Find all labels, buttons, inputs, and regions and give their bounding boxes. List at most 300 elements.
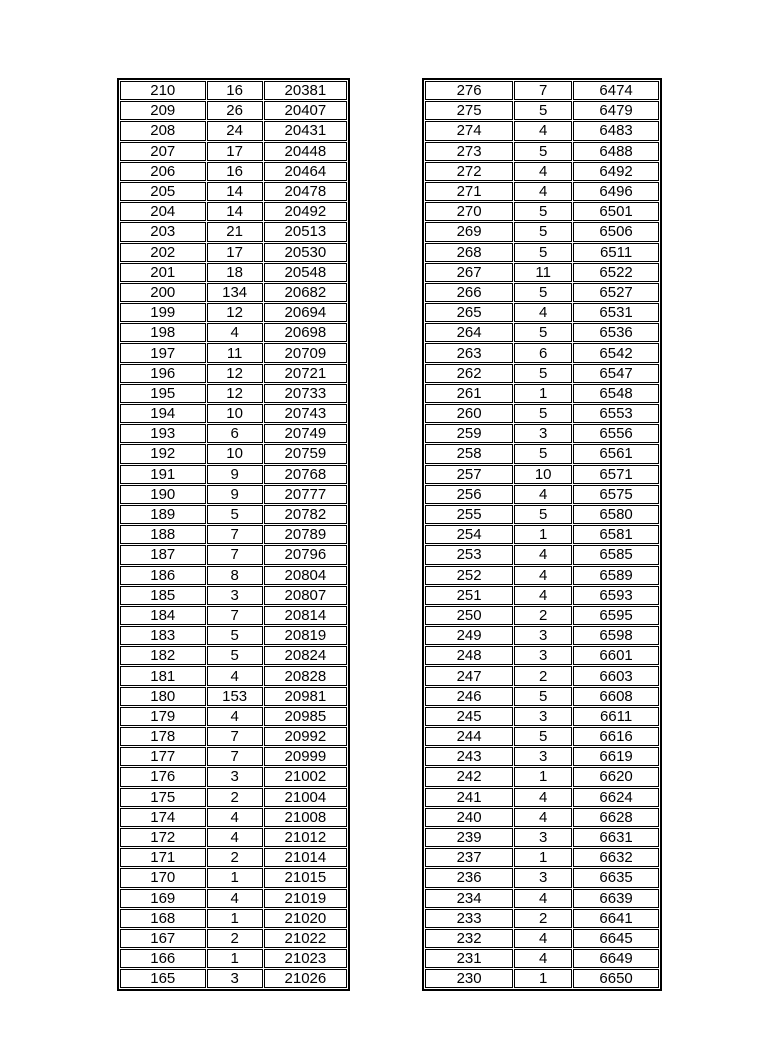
score-cell: 204 (120, 202, 206, 221)
count-cell: 3 (514, 868, 572, 887)
table-row (425, 243, 659, 262)
cumulative-count-cell: 21004 (264, 788, 347, 807)
count-cell: 3 (514, 707, 572, 726)
table-row (120, 606, 347, 625)
score-cell: 233 (425, 909, 513, 928)
cumulative-count-cell: 6611 (573, 707, 659, 726)
count-cell: 6 (207, 424, 263, 443)
count-cell: 4 (207, 707, 263, 726)
cumulative-count-cell: 20492 (264, 202, 347, 221)
count-cell: 4 (514, 303, 572, 322)
count-cell: 5 (514, 222, 572, 241)
count-cell: 10 (207, 444, 263, 463)
table-row (120, 243, 347, 262)
table-row (425, 929, 659, 948)
score-cell: 181 (120, 666, 206, 685)
count-cell: 2 (514, 606, 572, 625)
table-row (120, 162, 347, 181)
score-cell: 275 (425, 101, 513, 120)
table-row (425, 444, 659, 463)
count-cell: 4 (207, 889, 263, 908)
score-cell: 183 (120, 626, 206, 645)
count-cell: 3 (207, 586, 263, 605)
table-row (120, 767, 347, 786)
cumulative-count-cell: 6589 (573, 566, 659, 585)
count-cell: 7 (207, 545, 263, 564)
table-row (120, 222, 347, 241)
table-row (120, 384, 347, 403)
count-cell: 4 (514, 949, 572, 968)
cumulative-count-cell: 20478 (264, 182, 347, 201)
cumulative-count-cell: 6501 (573, 202, 659, 221)
cumulative-count-cell: 6581 (573, 525, 659, 544)
count-cell: 18 (207, 263, 263, 282)
table-row (425, 142, 659, 161)
cumulative-count-cell: 6641 (573, 909, 659, 928)
cumulative-count-cell: 20807 (264, 586, 347, 605)
count-cell: 3 (207, 767, 263, 786)
table-row (120, 81, 347, 100)
score-cell: 187 (120, 545, 206, 564)
table-row (120, 303, 347, 322)
count-cell: 7 (207, 525, 263, 544)
count-cell: 10 (207, 404, 263, 423)
score-cell: 266 (425, 283, 513, 302)
score-cell: 192 (120, 444, 206, 463)
count-cell: 5 (514, 142, 572, 161)
cumulative-count-cell: 6628 (573, 808, 659, 827)
score-cell: 171 (120, 848, 206, 867)
count-cell: 17 (207, 142, 263, 161)
count-cell: 5 (514, 364, 572, 383)
table-row (120, 707, 347, 726)
score-cell: 197 (120, 343, 206, 362)
cumulative-count-cell: 6474 (573, 81, 659, 100)
count-cell: 5 (514, 323, 572, 342)
count-cell: 12 (207, 384, 263, 403)
score-cell: 201 (120, 263, 206, 282)
count-cell: 5 (207, 505, 263, 524)
table-row (425, 101, 659, 120)
table-row (425, 121, 659, 140)
count-cell: 11 (207, 343, 263, 362)
count-cell: 5 (207, 646, 263, 665)
cumulative-count-cell: 6479 (573, 101, 659, 120)
cumulative-count-cell: 6548 (573, 384, 659, 403)
table-row (120, 424, 347, 443)
score-cell: 231 (425, 949, 513, 968)
count-cell: 5 (514, 687, 572, 706)
score-cell: 244 (425, 727, 513, 746)
table-row (425, 707, 659, 726)
score-cell: 242 (425, 767, 513, 786)
cumulative-count-cell: 20698 (264, 323, 347, 342)
cumulative-count-cell: 6511 (573, 243, 659, 262)
count-cell: 4 (514, 182, 572, 201)
cumulative-count-cell: 6580 (573, 505, 659, 524)
table-row (425, 767, 659, 786)
score-table-right-body (425, 81, 659, 988)
table-row (425, 81, 659, 100)
cumulative-count-cell: 20999 (264, 747, 347, 766)
table-row (120, 465, 347, 484)
cumulative-count-cell: 6531 (573, 303, 659, 322)
score-cell: 257 (425, 465, 513, 484)
score-cell: 274 (425, 121, 513, 140)
cumulative-count-cell: 6585 (573, 545, 659, 564)
count-cell: 1 (514, 525, 572, 544)
cumulative-count-cell: 6598 (573, 626, 659, 645)
score-cell: 179 (120, 707, 206, 726)
count-cell: 21 (207, 222, 263, 241)
score-cell: 184 (120, 606, 206, 625)
count-cell: 17 (207, 243, 263, 262)
table-row (120, 646, 347, 665)
score-cell: 196 (120, 364, 206, 383)
count-cell: 12 (207, 364, 263, 383)
table-row (120, 889, 347, 908)
table-row (120, 505, 347, 524)
table-row (120, 747, 347, 766)
cumulative-count-cell: 20682 (264, 283, 347, 302)
score-cell: 178 (120, 727, 206, 746)
score-cell: 206 (120, 162, 206, 181)
count-cell: 1 (207, 868, 263, 887)
count-cell: 6 (514, 343, 572, 362)
count-cell: 4 (207, 808, 263, 827)
score-table-right (422, 78, 662, 991)
count-cell: 2 (514, 909, 572, 928)
score-cell: 271 (425, 182, 513, 201)
score-cell: 180 (120, 687, 206, 706)
score-cell: 189 (120, 505, 206, 524)
count-cell: 5 (514, 283, 572, 302)
table-row (425, 404, 659, 423)
table-row (425, 626, 659, 645)
count-cell: 2 (207, 848, 263, 867)
table-row (120, 323, 347, 342)
cumulative-count-cell: 6624 (573, 788, 659, 807)
score-cell: 269 (425, 222, 513, 241)
score-cell: 272 (425, 162, 513, 181)
score-cell: 250 (425, 606, 513, 625)
count-cell: 16 (207, 81, 263, 100)
cumulative-count-cell: 20819 (264, 626, 347, 645)
score-cell: 245 (425, 707, 513, 726)
score-cell: 236 (425, 868, 513, 887)
count-cell: 4 (514, 929, 572, 948)
score-cell: 186 (120, 566, 206, 585)
cumulative-count-cell: 6620 (573, 767, 659, 786)
table-row (425, 949, 659, 968)
cumulative-count-cell: 20824 (264, 646, 347, 665)
cumulative-count-cell: 20828 (264, 666, 347, 685)
table-row (425, 848, 659, 867)
score-cell: 276 (425, 81, 513, 100)
score-cell: 168 (120, 909, 206, 928)
cumulative-count-cell: 20782 (264, 505, 347, 524)
table-row (120, 828, 347, 847)
table-row (425, 202, 659, 221)
cumulative-count-cell: 6649 (573, 949, 659, 968)
table-row (120, 343, 347, 362)
count-cell: 2 (207, 929, 263, 948)
score-cell: 273 (425, 142, 513, 161)
cumulative-count-cell: 6639 (573, 889, 659, 908)
score-cell: 262 (425, 364, 513, 383)
count-cell: 5 (514, 727, 572, 746)
table-row (425, 505, 659, 524)
count-cell: 4 (514, 485, 572, 504)
score-cell: 200 (120, 283, 206, 302)
cumulative-count-cell: 20981 (264, 687, 347, 706)
cumulative-count-cell: 6595 (573, 606, 659, 625)
count-cell: 16 (207, 162, 263, 181)
score-cell: 195 (120, 384, 206, 403)
table-row (425, 182, 659, 201)
count-cell: 4 (207, 323, 263, 342)
cumulative-count-cell: 6608 (573, 687, 659, 706)
cumulative-count-cell: 20431 (264, 121, 347, 140)
table-row (120, 263, 347, 282)
table-row (120, 545, 347, 564)
count-cell: 9 (207, 465, 263, 484)
table-row (425, 222, 659, 241)
table-row (120, 283, 347, 302)
score-cell: 268 (425, 243, 513, 262)
cumulative-count-cell: 20814 (264, 606, 347, 625)
cumulative-count-cell: 6553 (573, 404, 659, 423)
count-cell: 1 (514, 969, 572, 988)
cumulative-count-cell: 6506 (573, 222, 659, 241)
count-cell: 5 (514, 404, 572, 423)
table-row (120, 929, 347, 948)
cumulative-count-cell: 6561 (573, 444, 659, 463)
score-cell: 174 (120, 808, 206, 827)
cumulative-count-cell: 21019 (264, 889, 347, 908)
table-row (120, 727, 347, 746)
score-cell: 260 (425, 404, 513, 423)
count-cell: 4 (514, 566, 572, 585)
score-cell: 230 (425, 969, 513, 988)
table-row (425, 263, 659, 282)
cumulative-count-cell: 20694 (264, 303, 347, 322)
table-row (425, 788, 659, 807)
table-row (425, 828, 659, 847)
table-row (120, 566, 347, 585)
score-cell: 248 (425, 646, 513, 665)
cumulative-count-cell: 21012 (264, 828, 347, 847)
table-row (120, 969, 347, 988)
count-cell: 5 (514, 243, 572, 262)
score-cell: 207 (120, 142, 206, 161)
score-cell: 259 (425, 424, 513, 443)
score-cell: 176 (120, 767, 206, 786)
score-cell: 241 (425, 788, 513, 807)
cumulative-count-cell: 6632 (573, 848, 659, 867)
cumulative-count-cell: 20749 (264, 424, 347, 443)
cumulative-count-cell: 6527 (573, 283, 659, 302)
cumulative-count-cell: 21022 (264, 929, 347, 948)
cumulative-count-cell: 6542 (573, 343, 659, 362)
cumulative-count-cell: 20709 (264, 343, 347, 362)
table-row (120, 949, 347, 968)
score-cell: 267 (425, 263, 513, 282)
table-row (425, 808, 659, 827)
cumulative-count-cell: 20804 (264, 566, 347, 585)
cumulative-count-cell: 20513 (264, 222, 347, 241)
table-row (120, 404, 347, 423)
table-row (120, 485, 347, 504)
count-cell: 3 (514, 747, 572, 766)
score-table-left (117, 78, 350, 991)
count-cell: 4 (514, 545, 572, 564)
score-cell: 167 (120, 929, 206, 948)
count-cell: 24 (207, 121, 263, 140)
score-cell: 175 (120, 788, 206, 807)
count-cell: 4 (514, 788, 572, 807)
table-row (425, 384, 659, 403)
table-row (120, 121, 347, 140)
cumulative-count-cell: 21026 (264, 969, 347, 988)
cumulative-count-cell: 20721 (264, 364, 347, 383)
count-cell: 26 (207, 101, 263, 120)
score-table-left-body (120, 81, 347, 988)
score-cell: 263 (425, 343, 513, 362)
score-cell: 246 (425, 687, 513, 706)
table-row (425, 666, 659, 685)
count-cell: 7 (514, 81, 572, 100)
score-cell: 253 (425, 545, 513, 564)
count-cell: 4 (514, 162, 572, 181)
cumulative-count-cell: 6650 (573, 969, 659, 988)
score-cell: 194 (120, 404, 206, 423)
cumulative-count-cell: 20448 (264, 142, 347, 161)
cumulative-count-cell: 6496 (573, 182, 659, 201)
table-row (425, 909, 659, 928)
table-row (425, 545, 659, 564)
score-cell: 202 (120, 243, 206, 262)
score-cell: 265 (425, 303, 513, 322)
count-cell: 3 (514, 828, 572, 847)
cumulative-count-cell: 20464 (264, 162, 347, 181)
score-cell: 249 (425, 626, 513, 645)
table-row (425, 727, 659, 746)
table-row (425, 485, 659, 504)
cumulative-count-cell: 21002 (264, 767, 347, 786)
count-cell: 5 (514, 101, 572, 120)
cumulative-count-cell: 20796 (264, 545, 347, 564)
count-cell: 1 (207, 909, 263, 928)
count-cell: 11 (514, 263, 572, 282)
cumulative-count-cell: 21020 (264, 909, 347, 928)
score-cell: 210 (120, 81, 206, 100)
cumulative-count-cell: 6631 (573, 828, 659, 847)
table-row (425, 868, 659, 887)
table-row (425, 303, 659, 322)
cumulative-count-cell: 6645 (573, 929, 659, 948)
score-cell: 256 (425, 485, 513, 504)
table-row (120, 142, 347, 161)
cumulative-count-cell: 6536 (573, 323, 659, 342)
score-cell: 258 (425, 444, 513, 463)
score-cell: 234 (425, 889, 513, 908)
score-cell: 198 (120, 323, 206, 342)
table-row (425, 687, 659, 706)
cumulative-count-cell: 20768 (264, 465, 347, 484)
score-cell: 239 (425, 828, 513, 847)
count-cell: 4 (207, 828, 263, 847)
table-row (425, 283, 659, 302)
score-cell: 205 (120, 182, 206, 201)
table-row (425, 424, 659, 443)
count-cell: 153 (207, 687, 263, 706)
cumulative-count-cell: 6616 (573, 727, 659, 746)
score-cell: 182 (120, 646, 206, 665)
cumulative-count-cell: 20548 (264, 263, 347, 282)
cumulative-count-cell: 6488 (573, 142, 659, 161)
count-cell: 9 (207, 485, 263, 504)
table-row (120, 687, 347, 706)
table-row (425, 646, 659, 665)
count-cell: 7 (207, 747, 263, 766)
table-row (425, 162, 659, 181)
cumulative-count-cell: 6575 (573, 485, 659, 504)
cumulative-count-cell: 6635 (573, 868, 659, 887)
count-cell: 8 (207, 566, 263, 585)
count-cell: 4 (207, 666, 263, 685)
table-row (425, 364, 659, 383)
table-row (120, 202, 347, 221)
count-cell: 7 (207, 727, 263, 746)
count-cell: 3 (514, 626, 572, 645)
score-cell: 254 (425, 525, 513, 544)
score-cell: 251 (425, 586, 513, 605)
cumulative-count-cell: 6571 (573, 465, 659, 484)
count-cell: 5 (514, 505, 572, 524)
cumulative-count-cell: 6522 (573, 263, 659, 282)
count-cell: 3 (514, 646, 572, 665)
count-cell: 4 (514, 121, 572, 140)
count-cell: 10 (514, 465, 572, 484)
score-cell: 169 (120, 889, 206, 908)
cumulative-count-cell: 20789 (264, 525, 347, 544)
cumulative-count-cell: 20777 (264, 485, 347, 504)
count-cell: 2 (514, 666, 572, 685)
score-cell: 237 (425, 848, 513, 867)
score-cell: 185 (120, 586, 206, 605)
table-row (425, 465, 659, 484)
table-row (425, 323, 659, 342)
cumulative-count-cell: 20381 (264, 81, 347, 100)
cumulative-count-cell: 6483 (573, 121, 659, 140)
cumulative-count-cell: 21014 (264, 848, 347, 867)
score-cell: 191 (120, 465, 206, 484)
table-row (120, 101, 347, 120)
count-cell: 5 (207, 626, 263, 645)
score-cell: 264 (425, 323, 513, 342)
cumulative-count-cell: 21023 (264, 949, 347, 968)
score-cell: 255 (425, 505, 513, 524)
cumulative-count-cell: 20733 (264, 384, 347, 403)
count-cell: 14 (207, 202, 263, 221)
table-row (120, 666, 347, 685)
cumulative-count-cell: 6619 (573, 747, 659, 766)
table-row (120, 868, 347, 887)
table-row (120, 848, 347, 867)
count-cell: 1 (514, 767, 572, 786)
table-row (425, 747, 659, 766)
